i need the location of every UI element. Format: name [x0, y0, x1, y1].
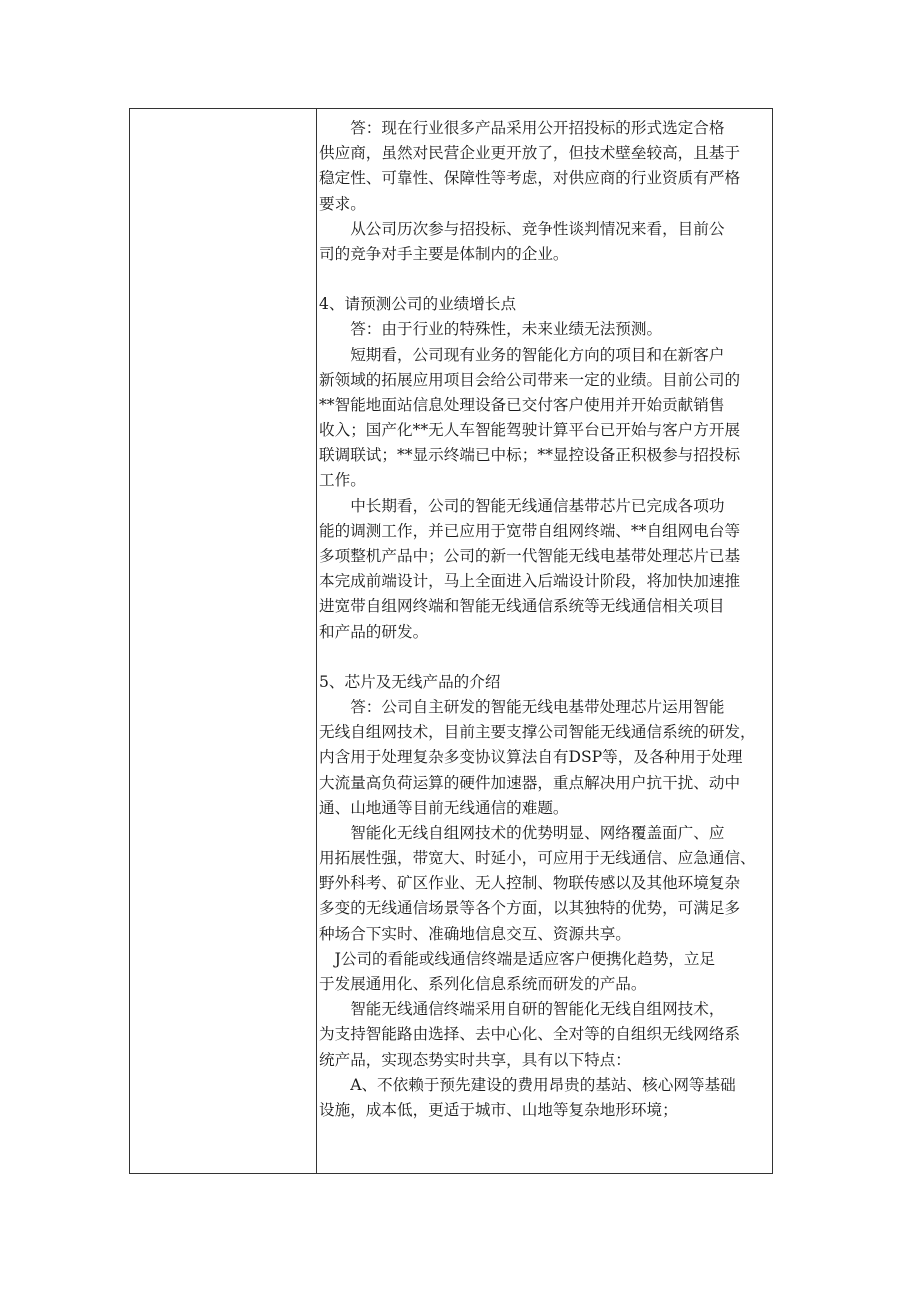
answer-paragraph-10: A、不依赖于预先建设的费用昂贵的基站、核心网等基础 设施，成本低，更适于城市、山地等复杂地形环境； [319, 1075, 736, 1119]
table-left-cell [130, 109, 317, 1173]
question-heading-5: 5、芯片及无线产品的介绍 [319, 672, 501, 691]
answer-paragraph-6: 答：公司自主研发的智能无线电基带处理芯片运用智能 无线自组网技术，目前主要支撑公司智能无线通信系统的研发， 内含用于处理复杂多变协议算法自有DSP等，及各种用于处理 大流量高负荷运算的硬件加速器，重点解决用户抗干扰、动中 通、山地通等目前无线通信的难题。 [319, 697, 756, 817]
answer-paragraph-7: 智能化无线自组网技术的优势明显、网络覆盖面广、应 用拓展性强，带宽大、时延小，可应用于无线通信、应急通信、 野外科考、矿区作业、无人控制、物联传感以及其他环境复杂 多变的无线通信场景等各个方面，以其独特的优势，可满足多 种场合下实时、准确地信息交互、资源共享。 [319, 823, 756, 943]
document-table [129, 108, 773, 1174]
question-heading-4: 4、请预测公司的业绩增长点 [319, 295, 517, 314]
answer-paragraph-3: 答：由于行业的特殊性，未来业绩无法预测。 [319, 320, 663, 339]
answer-paragraph-1: 答：现在行业很多产品采用公开招投标的形式选定合格 供应商，虽然对民营企业更开放了，但技术壁垒较高，且基于 稳定性、可靠性、保障性等考虑，对供应商的行业资质有严格 要求。 [319, 119, 741, 213]
answer-paragraph-8: J公司的看能或线通信终端是适应客户便携化趋势，立足 于发展通用化、系列化信息系统而研发的产品。 [319, 949, 716, 993]
table-content-cell [317, 109, 774, 1173]
answer-paragraph-5: 中长期看，公司的智能无线通信基带芯片已完成各项功 能的调测工作，并已应用于宽带自组网终端、**自组网电台等 多项整机产品中；公司的新一代智能无线电基带处理芯片已基 本完成前端设计，马上全面进入后端设计阶段，将加快加速推 进宽带自组网终端和智能无线通信系统等无线通信相关项目 和产品的研发。 [319, 496, 741, 641]
answer-paragraph-4: 短期看，公司现有业务的智能化方向的项目和在新客户 新领域的拓展应用项目会给公司带来一定的业绩。目前公司的 **智能地面站信息处理设备已交付客户使用并开始贡献销售 收入；国产化**无人车智能驾驶计算平台已开始与客户方开展 联调联试；**显示终端已中标；**显控设备正积极参与招投标 工作。 [319, 345, 741, 490]
answer-paragraph-9: 智能无线通信终端采用自研的智能化无线自组网技术， 为支持智能路由选择、去中心化、全对等的自组织无线网络系 统产品，实现态势实时共享，具有以下特点： [319, 1000, 741, 1069]
answer-paragraph-2: 从公司历次参与招投标、竞争性谈判情况来看，目前公 司的竞争对手主要是体制内的企业。 [319, 219, 725, 263]
